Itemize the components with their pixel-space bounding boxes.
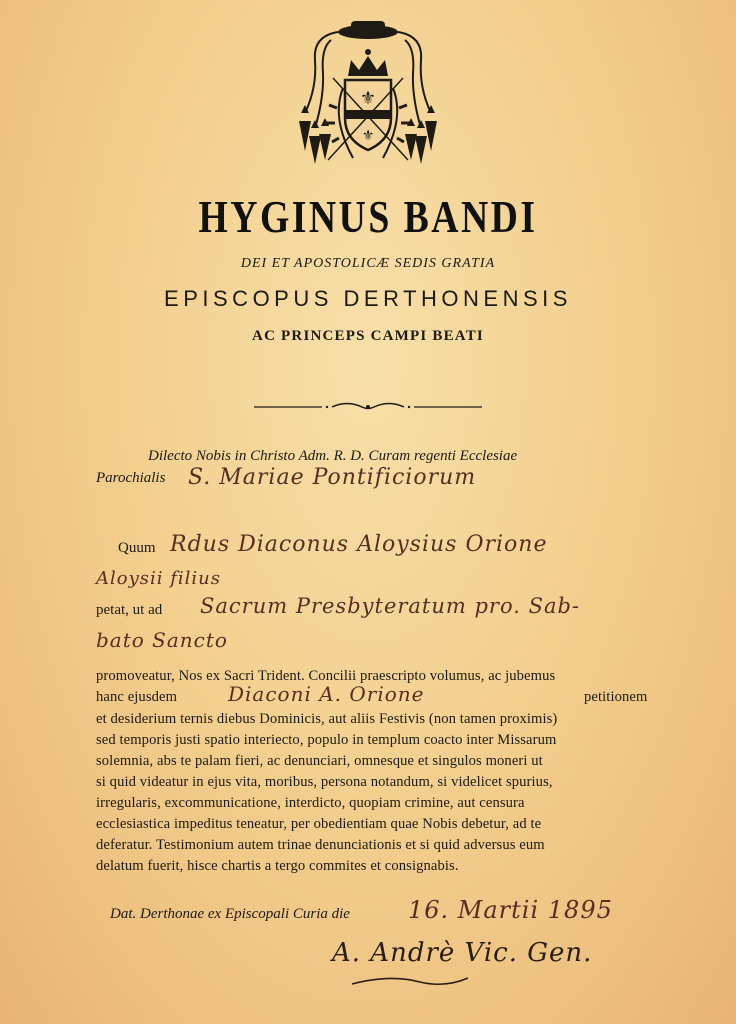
signature-handwritten: A. Andrè Vic. Gen. [332, 938, 593, 968]
episcopal-coat-of-arms [293, 18, 443, 180]
petat-label: petat, ut ad [96, 602, 163, 618]
body-line-8: ecclesiastica impeditus teneatur, per obedientiam quae Nobis debetur, ad te [96, 816, 542, 832]
body-line-4: sed temporis justi spatio interiecto, populo in templum coacto inter Missarum [96, 732, 557, 748]
date-handwritten: 16. Martii 1895 [408, 896, 613, 924]
body-line-7: irregularis, excommunicatione, interdicto, quopiam crimine, aut censura [96, 795, 525, 811]
svg-text:⚜: ⚜ [361, 128, 375, 144]
body-line-5: solemnia, abs te palam fieri, ac denunciari, omnesque et singulos moneri ut [96, 753, 543, 769]
ejusdem-handwritten: Diaconi A. Orione [228, 682, 425, 706]
order-handwritten-2: bato Sancto [96, 628, 228, 652]
candidate-handwritten-2: Aloysii filius [96, 568, 221, 589]
order-handwritten: Sacrum Presbyteratum pro. Sab- [200, 594, 581, 618]
signature-flourish [350, 972, 470, 992]
coat-of-arms-illustration [293, 18, 443, 180]
episcopus-title: EPISCOPUS DERTHONENSIS [164, 286, 572, 311]
body-line-6: si quid videatur in ejus vita, moribus, persona notandum, si videlicet spurius, [96, 774, 553, 790]
dat-line: Dat. Derthonae ex Episcopali Curia die [110, 906, 350, 922]
princeps-line: AC PRINCEPS CAMPI BEATI [252, 328, 484, 344]
address-line-1: Dilecto Nobis in Christo Adm. R. D. Curam regenti Ecclesiae [148, 448, 518, 464]
parish-handwritten: S. Mariae Pontificiorum [188, 465, 477, 490]
body-line-2b: petitionem [584, 689, 648, 705]
grace-line: DEI ET APOSTOLICÆ SEDIS GRATIA [240, 256, 496, 271]
body-line-3: et desiderium ternis diebus Dominicis, aut aliis Festivis (non tamen proximis) [96, 711, 558, 727]
divider-ornament [252, 398, 484, 414]
candidate-handwritten: Rdus Diaconus Aloysius Orione [170, 532, 548, 557]
body-line-9: deferatur. Testimonium autem trinae denunciationis et si quid adversus eum [96, 837, 545, 853]
bishop-name: HYGINUS BANDI [198, 191, 538, 242]
body-line-1: promoveatur, Nos ex Sacri Trident. Concilii praescripto volumus, ac jubemus [96, 668, 556, 684]
address-parochialis: Parochialis [96, 470, 166, 486]
body-line-10: delatum fuerit, hisce chartis a tergo commites et consignabis. [96, 858, 459, 874]
svg-text:⚜: ⚜ [359, 88, 377, 109]
quum-label: Quum [118, 540, 156, 556]
body-line-2: hanc ejusdem [96, 689, 178, 705]
